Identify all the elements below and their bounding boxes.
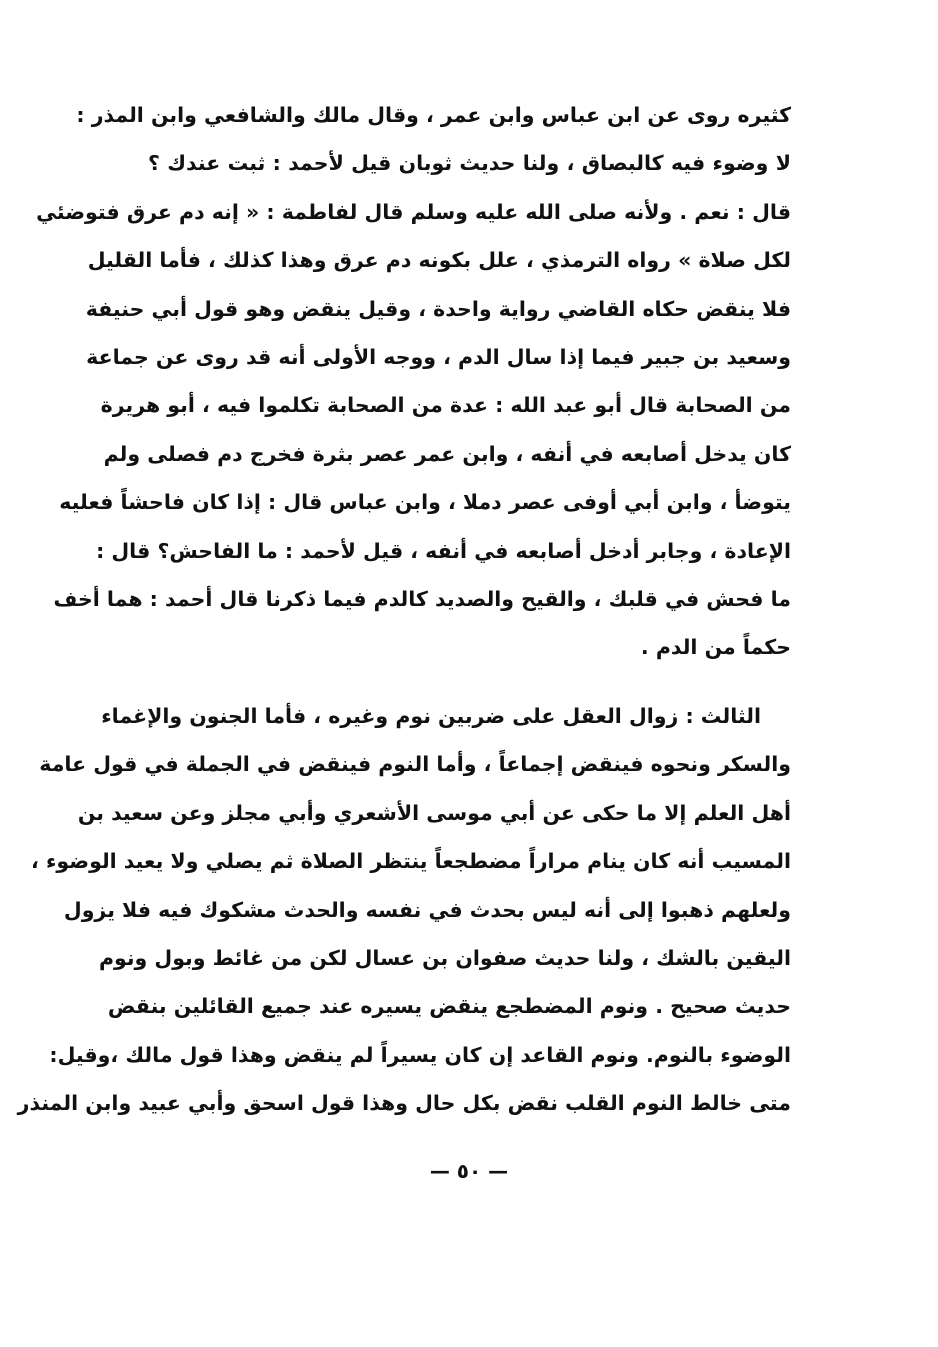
text-line: كثيره روى عن ابن عباس وابن عمر ، وقال مالك والشافعي وابن المذر :	[76, 103, 791, 127]
text-line: ما فحش في قلبك ، والقيح والصديد كالدم فيما ذكرنا قال أحمد : هما أخف	[53, 586, 791, 611]
text-line: كان يدخل أصابعه في أنفه ، وابن عمر عصر بثرة فخرج دم فصلى ولم	[103, 441, 791, 466]
text-line: لا وضوء فيه كالبصاق ، ولنا حديث ثوبان قيل لأحمد : ثبت عندك ؟	[148, 151, 791, 176]
text-line: من الصحابة قال أبو عبد الله : عدة من الصحابة تكلموا فيه ، أبو هريرة	[100, 393, 791, 418]
text-line: المسيب أنه كان ينام مراراً مضطجعاً ينتظر الصلاة ثم يصلي ولا يعيد الوضوء ،	[31, 849, 791, 874]
text-line: اليقين بالشك ، ولنا حديث صفوان بن عسال لكن من غائط وبول ونوم	[98, 945, 791, 970]
text-line: قال : نعم . ولأنه صلى الله عليه وسلم قال لفاطمة : « إنه دم عرق فتوضئي	[36, 199, 791, 224]
text-line: الوضوء بالنوم. ونوم القاعد إن كان يسيراً لم ينقض وهذا قول مالك ،وقيل:	[49, 1042, 791, 1067]
paragraph-1	[36, 91, 791, 672]
text-line: وسعيد بن جبير فيما إذا سال الدم ، ووجه الأولى أنه قد روى عن جماعة	[86, 344, 791, 369]
text-line: فلا ينقض حكاه القاضي رواية واحدة ، وقيل ينقض وهو قول أبي حنيفة	[85, 296, 791, 321]
text-line: حكماً من الدم .	[640, 635, 791, 660]
text-line: ولعلهم ذهبوا إلى أنه ليس بحدث في نفسه والحدث مشكوك فيه فلا يزول	[63, 897, 791, 922]
text-line: الثالث : زوال العقل على ضربين نوم وغيره ، فأما الجنون والإغماء	[101, 704, 761, 728]
text-line: والسكر ونحوه فينقض إجماعاً ، وأما النوم فينقض في الجملة في قول عامة	[39, 752, 791, 777]
text-line: يتوضأ ، وابن أبي أوفى عصر دملا ، وابن عباس قال : إذا كان فاحشاً فعليه	[59, 490, 791, 515]
text-line: الإعادة ، وجابر أدخل أصابعه في أنفه ، قيل لأحمد : ما الفاحش؟ قال :	[96, 538, 791, 563]
text-line: أهل العلم إلا ما حكى عن أبي موسى الأشعري وأبي مجلز وعن سعيد بن	[77, 800, 791, 825]
text-line: متى خالط النوم القلب نقض بكل حال وهذا قول اسحق وأبي عبيد وابن المنذر	[17, 1091, 791, 1116]
text-line: حديث صحيح . ونوم المضطجع ينقض يسيره عند جميع القائلين بنقض	[107, 994, 791, 1019]
text-line: لكل صلاة » رواه الترمذي ، علل بكونه دم عرق وهذا كذلك ، فأما القليل	[87, 248, 791, 273]
paragraph-2	[17, 692, 791, 1128]
page-number: — ٥٠ —	[429, 1159, 509, 1183]
